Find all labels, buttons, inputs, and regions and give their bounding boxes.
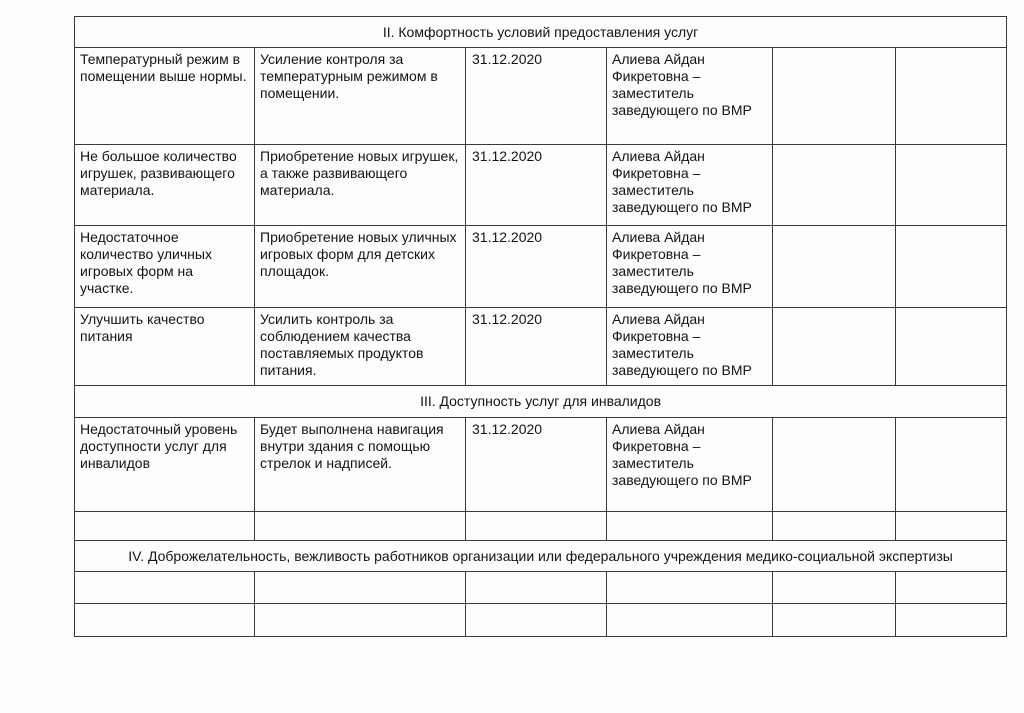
empty-cell bbox=[896, 604, 1007, 637]
improvement-plan-table bbox=[74, 16, 1007, 637]
table-row bbox=[75, 48, 1007, 145]
responsible-cell: Алиева Айдан Фикретовна – заместитель заведующего по ВМР bbox=[607, 418, 773, 512]
problem-cell: Температурный режим в помещении выше нормы. bbox=[75, 48, 255, 145]
deadline-cell: 31.12.2020 bbox=[466, 418, 607, 512]
empty-cell bbox=[773, 48, 896, 145]
empty-cell bbox=[466, 572, 607, 604]
deadline-cell: 31.12.2020 bbox=[466, 48, 607, 145]
responsible-cell: Алиева Айдан Фикретовна – заместитель заведующего по ВМР bbox=[607, 48, 773, 145]
section-header-row bbox=[75, 541, 1007, 572]
empty-cell bbox=[773, 226, 896, 308]
empty-cell bbox=[896, 48, 1007, 145]
empty-cell bbox=[607, 572, 773, 604]
problem-cell: Недостаточное количество уличных игровых форм на участке. bbox=[75, 226, 255, 308]
measure-cell: Усиление контроля за температурным режимом в помещении. bbox=[255, 48, 466, 145]
empty-cell bbox=[773, 572, 896, 604]
empty-cell bbox=[896, 418, 1007, 512]
empty-cell bbox=[75, 512, 255, 541]
empty-cell bbox=[75, 572, 255, 604]
empty-cell bbox=[75, 604, 255, 637]
problem-cell: Не большое количество игрушек, развивающего материала. bbox=[75, 145, 255, 226]
problem-cell: Недостаточный уровень доступности услуг для инвалидов bbox=[75, 418, 255, 512]
table-row bbox=[75, 604, 1007, 637]
responsible-cell: Алиева Айдан Фикретовна – заместитель заведующего по ВМР bbox=[607, 308, 773, 386]
empty-cell bbox=[466, 604, 607, 637]
empty-cell bbox=[773, 308, 896, 386]
deadline-cell: 31.12.2020 bbox=[466, 226, 607, 308]
empty-cell bbox=[773, 604, 896, 637]
empty-cell bbox=[773, 418, 896, 512]
empty-cell bbox=[896, 226, 1007, 308]
empty-cell bbox=[255, 604, 466, 637]
empty-cell bbox=[896, 572, 1007, 604]
problem-cell: Улучшить качество питания bbox=[75, 308, 255, 386]
empty-cell bbox=[466, 512, 607, 541]
responsible-cell: Алиева Айдан Фикретовна – заместитель заведующего по ВМР bbox=[607, 145, 773, 226]
table-row bbox=[75, 418, 1007, 512]
measure-cell: Приобретение новых игрушек, а также развивающего материала. bbox=[255, 145, 466, 226]
empty-cell bbox=[255, 512, 466, 541]
responsible-cell: Алиева Айдан Фикретовна – заместитель заведующего по ВМР bbox=[607, 226, 773, 308]
empty-cell bbox=[773, 145, 896, 226]
table-row bbox=[75, 572, 1007, 604]
measure-cell: Усилить контроль за соблюдением качества поставляемых продуктов питания. bbox=[255, 308, 466, 386]
empty-cell bbox=[255, 572, 466, 604]
section-title: II. Комфортность условий предоставления услуг bbox=[75, 17, 1007, 48]
section-title: IV. Доброжелательность, вежливость работников организации или федерального учреждения медико-социальной экспертизы bbox=[75, 541, 1007, 572]
section-title: III. Доступность услуг для инвалидов bbox=[75, 386, 1007, 418]
empty-cell bbox=[896, 512, 1007, 541]
deadline-cell: 31.12.2020 bbox=[466, 145, 607, 226]
empty-cell bbox=[773, 512, 896, 541]
table-row bbox=[75, 512, 1007, 541]
measure-cell: Будет выполнена навигация внутри здания с помощью стрелок и надписей. bbox=[255, 418, 466, 512]
measure-cell: Приобретение новых уличных игровых форм для детских площадок. bbox=[255, 226, 466, 308]
section-header-row bbox=[75, 386, 1007, 418]
table-row bbox=[75, 145, 1007, 226]
section-header-row bbox=[75, 17, 1007, 48]
empty-cell bbox=[896, 145, 1007, 226]
empty-cell bbox=[607, 604, 773, 637]
table-row bbox=[75, 308, 1007, 386]
empty-cell bbox=[607, 512, 773, 541]
deadline-cell: 31.12.2020 bbox=[466, 308, 607, 386]
empty-cell bbox=[896, 308, 1007, 386]
table-row bbox=[75, 226, 1007, 308]
